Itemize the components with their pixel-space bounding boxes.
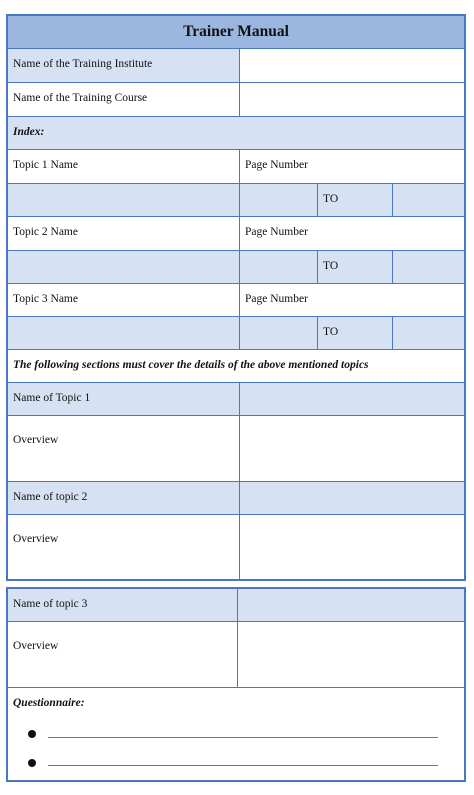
topic-2-to-label: TO: [317, 251, 392, 283]
trainer-manual-form: [6, 14, 466, 581]
course-input[interactable]: [239, 83, 464, 116]
detail-1-name-label: Name of Topic 1: [13, 392, 91, 404]
topic-3-page-to-input[interactable]: [392, 317, 464, 349]
topic-2-page-from-input[interactable]: [239, 251, 317, 283]
course-label: Name of the Training Course: [13, 92, 148, 104]
topic-1-page-from-input[interactable]: [239, 184, 317, 216]
topic-3-row: [8, 284, 464, 317]
questionnaire-label: Questionnaire:: [13, 697, 85, 709]
topic-1-row: [8, 150, 464, 184]
topic-2-name-input[interactable]: [8, 251, 239, 283]
index-row: [8, 117, 464, 150]
topic-3-pages-row: [8, 317, 464, 350]
topic-1-name-input[interactable]: [8, 184, 239, 216]
detail-3-overview-input[interactable]: [237, 622, 464, 687]
topic-1-pages-row: [8, 184, 464, 217]
sections-note-row: [8, 350, 464, 383]
topic-3-name-input[interactable]: [8, 317, 239, 349]
trainer-manual-form-continued: [6, 587, 466, 782]
form-title-bar: [8, 16, 464, 49]
institute-label: Name of the Training Institute: [8, 49, 239, 82]
topic-1-page-label: Page Number: [239, 150, 464, 183]
topic-2-page-label: Page Number: [239, 217, 464, 250]
questionnaire-line-1[interactable]: [48, 737, 438, 738]
topic-2-row: [8, 217, 464, 251]
sections-note: The following sections must cover the details of the above mentioned topics: [13, 359, 369, 371]
detail-1-name-input[interactable]: [239, 383, 464, 415]
bullet-icon: [28, 730, 36, 738]
institute-input[interactable]: [239, 49, 464, 82]
detail-1-overview-label: Overview: [13, 434, 59, 446]
detail-1-overview-input[interactable]: [239, 416, 464, 481]
detail-2-name-input[interactable]: [239, 482, 464, 514]
index-label: Index:: [13, 126, 45, 138]
topic-2-pages-row: [8, 251, 464, 284]
topic-3-page-label: Page Number: [239, 284, 464, 316]
detail-1-name-row: [8, 383, 464, 416]
topic-3-to-label: TO: [317, 317, 392, 349]
detail-2-name-label: Name of topic 2: [13, 491, 88, 503]
bullet-icon: [28, 759, 36, 767]
detail-3-name-row: [8, 589, 464, 622]
topic-1-to-label: TO: [317, 184, 392, 216]
topic-3-name-label: Topic 3 Name: [13, 293, 78, 305]
course-row: [8, 83, 464, 117]
detail-3-name-label: Name of topic 3: [13, 598, 88, 610]
topic-3-page-from-input[interactable]: [239, 317, 317, 349]
topic-2-page-to-input[interactable]: [392, 251, 464, 283]
detail-2-name-row: [8, 482, 464, 515]
detail-3-overview-label: Overview: [13, 640, 59, 652]
institute-row: [8, 49, 464, 83]
detail-3-name-input[interactable]: [237, 589, 464, 621]
detail-3-overview-row: [8, 622, 464, 688]
topic-2-name-label: Topic 2 Name: [13, 226, 78, 238]
detail-1-overview-row: [8, 416, 464, 482]
topic-1-page-to-input[interactable]: [392, 184, 464, 216]
topic-1-name-label: Topic 1 Name: [13, 159, 78, 171]
questionnaire-line-2[interactable]: [48, 765, 438, 766]
detail-2-overview-row: [8, 515, 464, 579]
questionnaire-section: [8, 688, 464, 780]
form-title: Trainer Manual: [183, 23, 289, 40]
detail-2-overview-label: Overview: [13, 533, 59, 545]
detail-2-overview-input[interactable]: [239, 515, 464, 579]
